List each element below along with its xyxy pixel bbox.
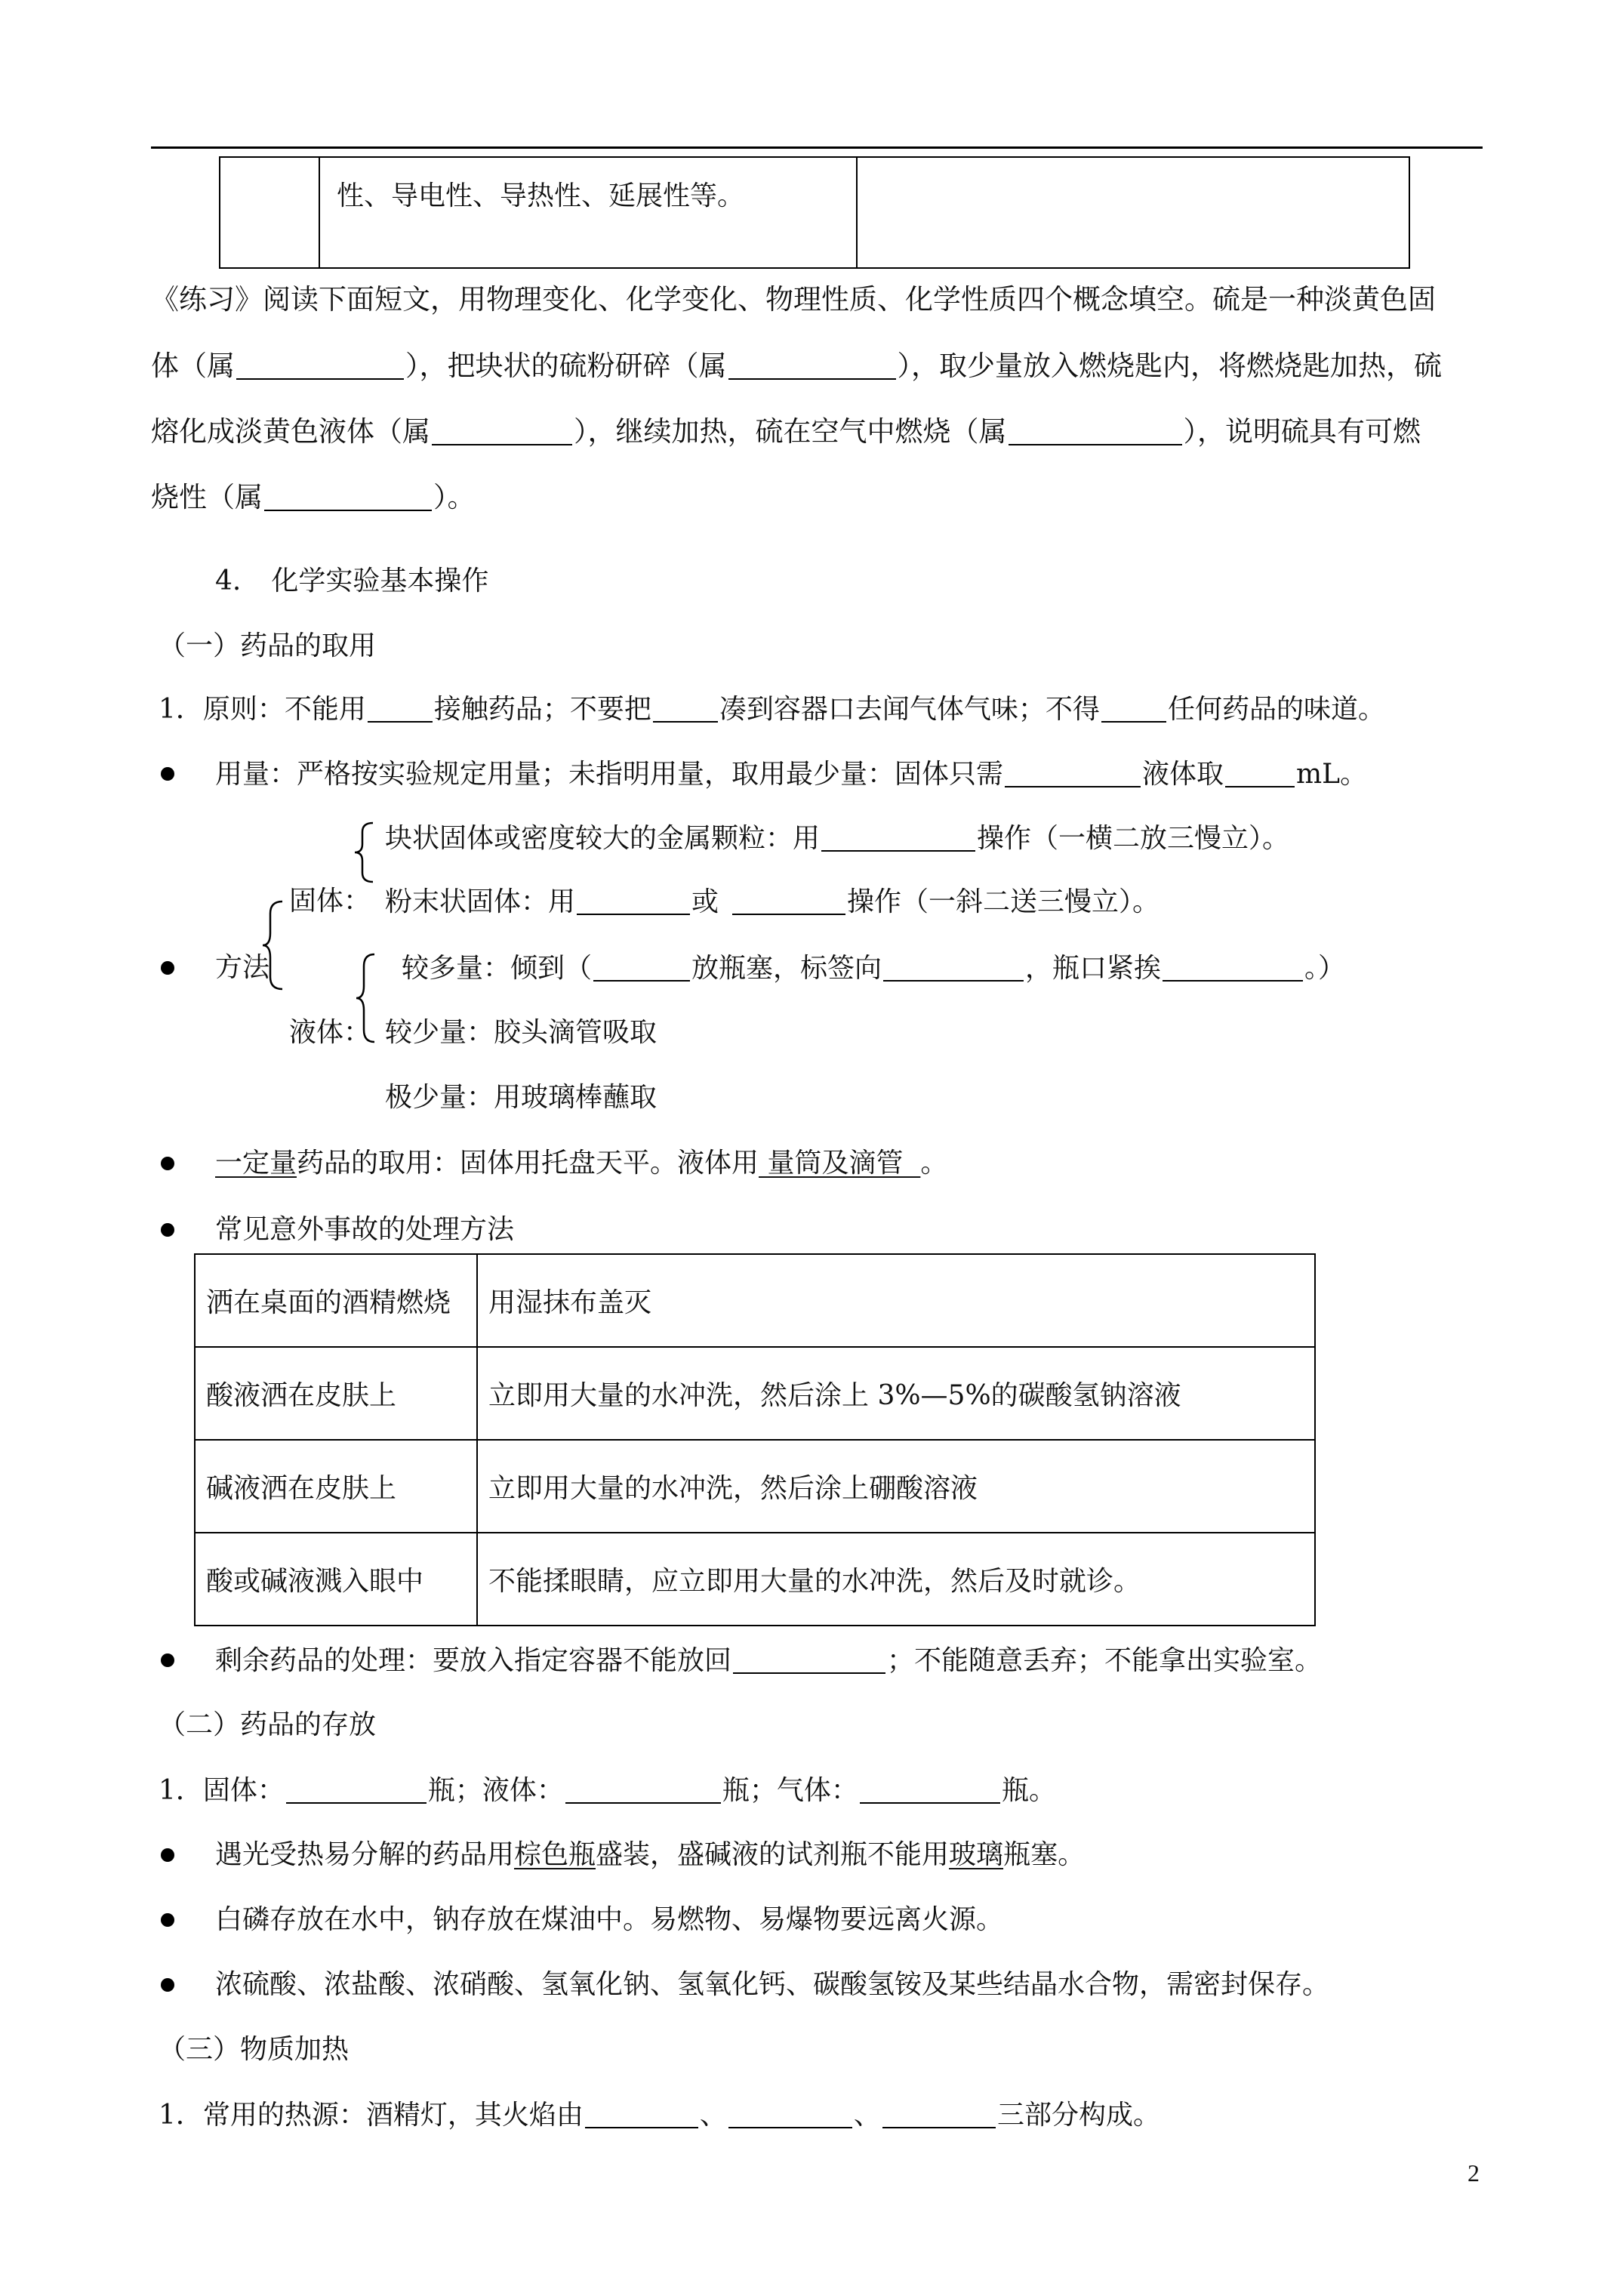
liquid-method-1: 较多量：倾到（ 放瓶塞，标签向 ，瓶口紧挨 。）	[402, 953, 1346, 984]
answer-blank[interactable]	[286, 1777, 427, 1804]
bullet-icon	[161, 961, 174, 975]
answer-blank[interactable]	[236, 353, 404, 380]
table-row	[195, 1533, 1315, 1626]
answer-blank[interactable]	[1009, 418, 1182, 445]
accident-case: 碱液洒在皮肤上	[195, 1440, 477, 1533]
fixed-amount-line: 一定量药品的取用：固体用托盘天平。液体用 量筒及滴管 。	[215, 1148, 948, 1179]
table-cell-empty	[857, 157, 1409, 268]
answer-blank[interactable]	[882, 2101, 996, 2128]
answer-blank[interactable]	[1101, 695, 1166, 723]
bullet-icon	[161, 767, 174, 781]
liquid-label: 液体：	[289, 1017, 371, 1048]
table-row	[195, 1440, 1315, 1533]
leftover-line: 剩余药品的处理：要放入指定容器不能放回 ；不能随意丢弃；不能拿出实验室。	[215, 1645, 1323, 1676]
answer-blank[interactable]	[732, 888, 845, 915]
answer-blank[interactable]	[1163, 954, 1303, 982]
accident-handling: 立即用大量的水冲洗，然后涂上 3%—5%的碳酸氢钠溶液	[477, 1347, 1315, 1440]
table-row	[195, 1254, 1315, 1347]
header-rule	[151, 146, 1483, 149]
page-number: 2	[1467, 2159, 1480, 2187]
part1-heading: （一）药品的取用	[159, 630, 377, 661]
answer-blank[interactable]	[1225, 760, 1295, 787]
exercise-line-1: 《练习》阅读下面短文，用物理变化、化学变化、物理性质、化学性质四个概念填空。硫是一种淡黄色固	[151, 283, 1436, 316]
solid-label: 固体：	[289, 886, 371, 917]
answer-blank[interactable]	[653, 695, 718, 723]
answer-blank[interactable]	[577, 888, 690, 915]
part2-heading: （二）药品的存放	[159, 1709, 377, 1740]
answer-blank[interactable]	[432, 418, 572, 445]
accident-case: 酸或碱液溅入眼中	[195, 1533, 477, 1626]
table-row	[195, 1347, 1315, 1440]
table-cell-text: 性、导电性、导热性、延展性等。	[337, 180, 745, 211]
table-cell-empty	[220, 157, 319, 268]
answer-blank[interactable]	[860, 1777, 1000, 1804]
answer-blank[interactable]	[728, 2101, 852, 2128]
answer-blank[interactable]	[1005, 760, 1141, 787]
answer-blank[interactable]	[585, 2101, 698, 2128]
bullet-icon	[161, 1913, 174, 1927]
storage-bullet-2: 白磷存放在水中，钠存放在煤油中。易燃物、易爆物要远离火源。	[215, 1904, 1004, 1935]
answer-blank[interactable]	[728, 353, 896, 380]
brace-icon	[353, 821, 374, 883]
answer-blank[interactable]	[883, 954, 1024, 982]
storage-bullet-3: 浓硫酸、浓盐酸、浓硝酸、氢氧化钠、氢氧化钙、碳酸氢铵及某些结晶水合物，需密封保存。	[215, 1969, 1330, 2000]
bullet-icon	[161, 1157, 174, 1170]
exercise-line-4: 烧性（属 ）。	[151, 481, 476, 513]
accident-handling: 用湿抹布盖灭	[477, 1254, 1315, 1347]
exercise-line-3: 熔化成淡黄色液体（属 ），继续加热，硫在空气中燃烧（属 ），说明硫具有可燃	[151, 415, 1421, 448]
liquid-method-3: 极少量：用玻璃棒蘸取	[385, 1082, 658, 1113]
heat-source-line: 1．常用的热源：酒精灯，其火焰由 、 、 三部分构成。	[159, 2100, 1160, 2131]
storage-line: 1．固体： 瓶；液体： 瓶；气体： 瓶。	[159, 1775, 1056, 1806]
table-cell	[319, 157, 857, 268]
property-table-continuation	[219, 156, 1410, 269]
dosage-line: 用量：严格按实验规定用量；未指明用量，取用最少量：固体只需 液体取 mL。	[215, 759, 1368, 790]
bullet-icon	[161, 1223, 174, 1237]
accident-handling: 立即用大量的水冲洗，然后涂上硼酸溶液	[477, 1440, 1315, 1533]
answer-blank[interactable]	[733, 1647, 885, 1674]
answer-blank[interactable]	[264, 484, 432, 511]
principle-line: 1．原则：不能用 接触药品；不要把 凑到容器口去闻气体气味；不得 任何药品的味道。	[159, 694, 1385, 725]
method-label: 方法	[215, 952, 270, 983]
accident-table	[194, 1253, 1316, 1626]
answer-blank[interactable]	[593, 954, 690, 982]
answer-blank[interactable]	[368, 695, 433, 723]
solid-method-2: 粉末状固体：用 或 操作（一斜二送三慢立）。	[385, 886, 1160, 917]
accident-handling: 不能揉眼睛，应立即用大量的水冲洗，然后及时就诊。	[477, 1533, 1315, 1626]
storage-bullet-1: 遇光受热易分解的药品用棕色瓶盛装，盛碱液的试剂瓶不能用玻璃瓶塞。	[215, 1839, 1086, 1870]
exercise-line-2: 体（属 ），把块状的硫粉研碎（属 ），取少量放入燃烧匙内，将燃烧匙加热，硫	[151, 350, 1442, 382]
bullet-icon	[161, 1653, 174, 1667]
liquid-method-2: 较少量：胶头滴管吸取	[385, 1017, 658, 1048]
accident-title: 常见意外事故的处理方法	[215, 1214, 515, 1245]
solid-method-1: 块状固体或密度较大的金属颗粒：用 操作（一横二放三慢立）。	[385, 823, 1290, 854]
accident-case: 酸液洒在皮肤上	[195, 1347, 477, 1440]
section-heading: 4. 化学实验基本操作	[215, 566, 489, 596]
bullet-icon	[161, 1978, 174, 1992]
answer-blank[interactable]	[565, 1777, 721, 1804]
part3-heading: （三）物质加热	[159, 2034, 350, 2065]
accident-case: 洒在桌面的酒精燃烧	[195, 1254, 477, 1347]
bullet-icon	[161, 1848, 174, 1862]
answer-blank[interactable]	[821, 824, 975, 852]
